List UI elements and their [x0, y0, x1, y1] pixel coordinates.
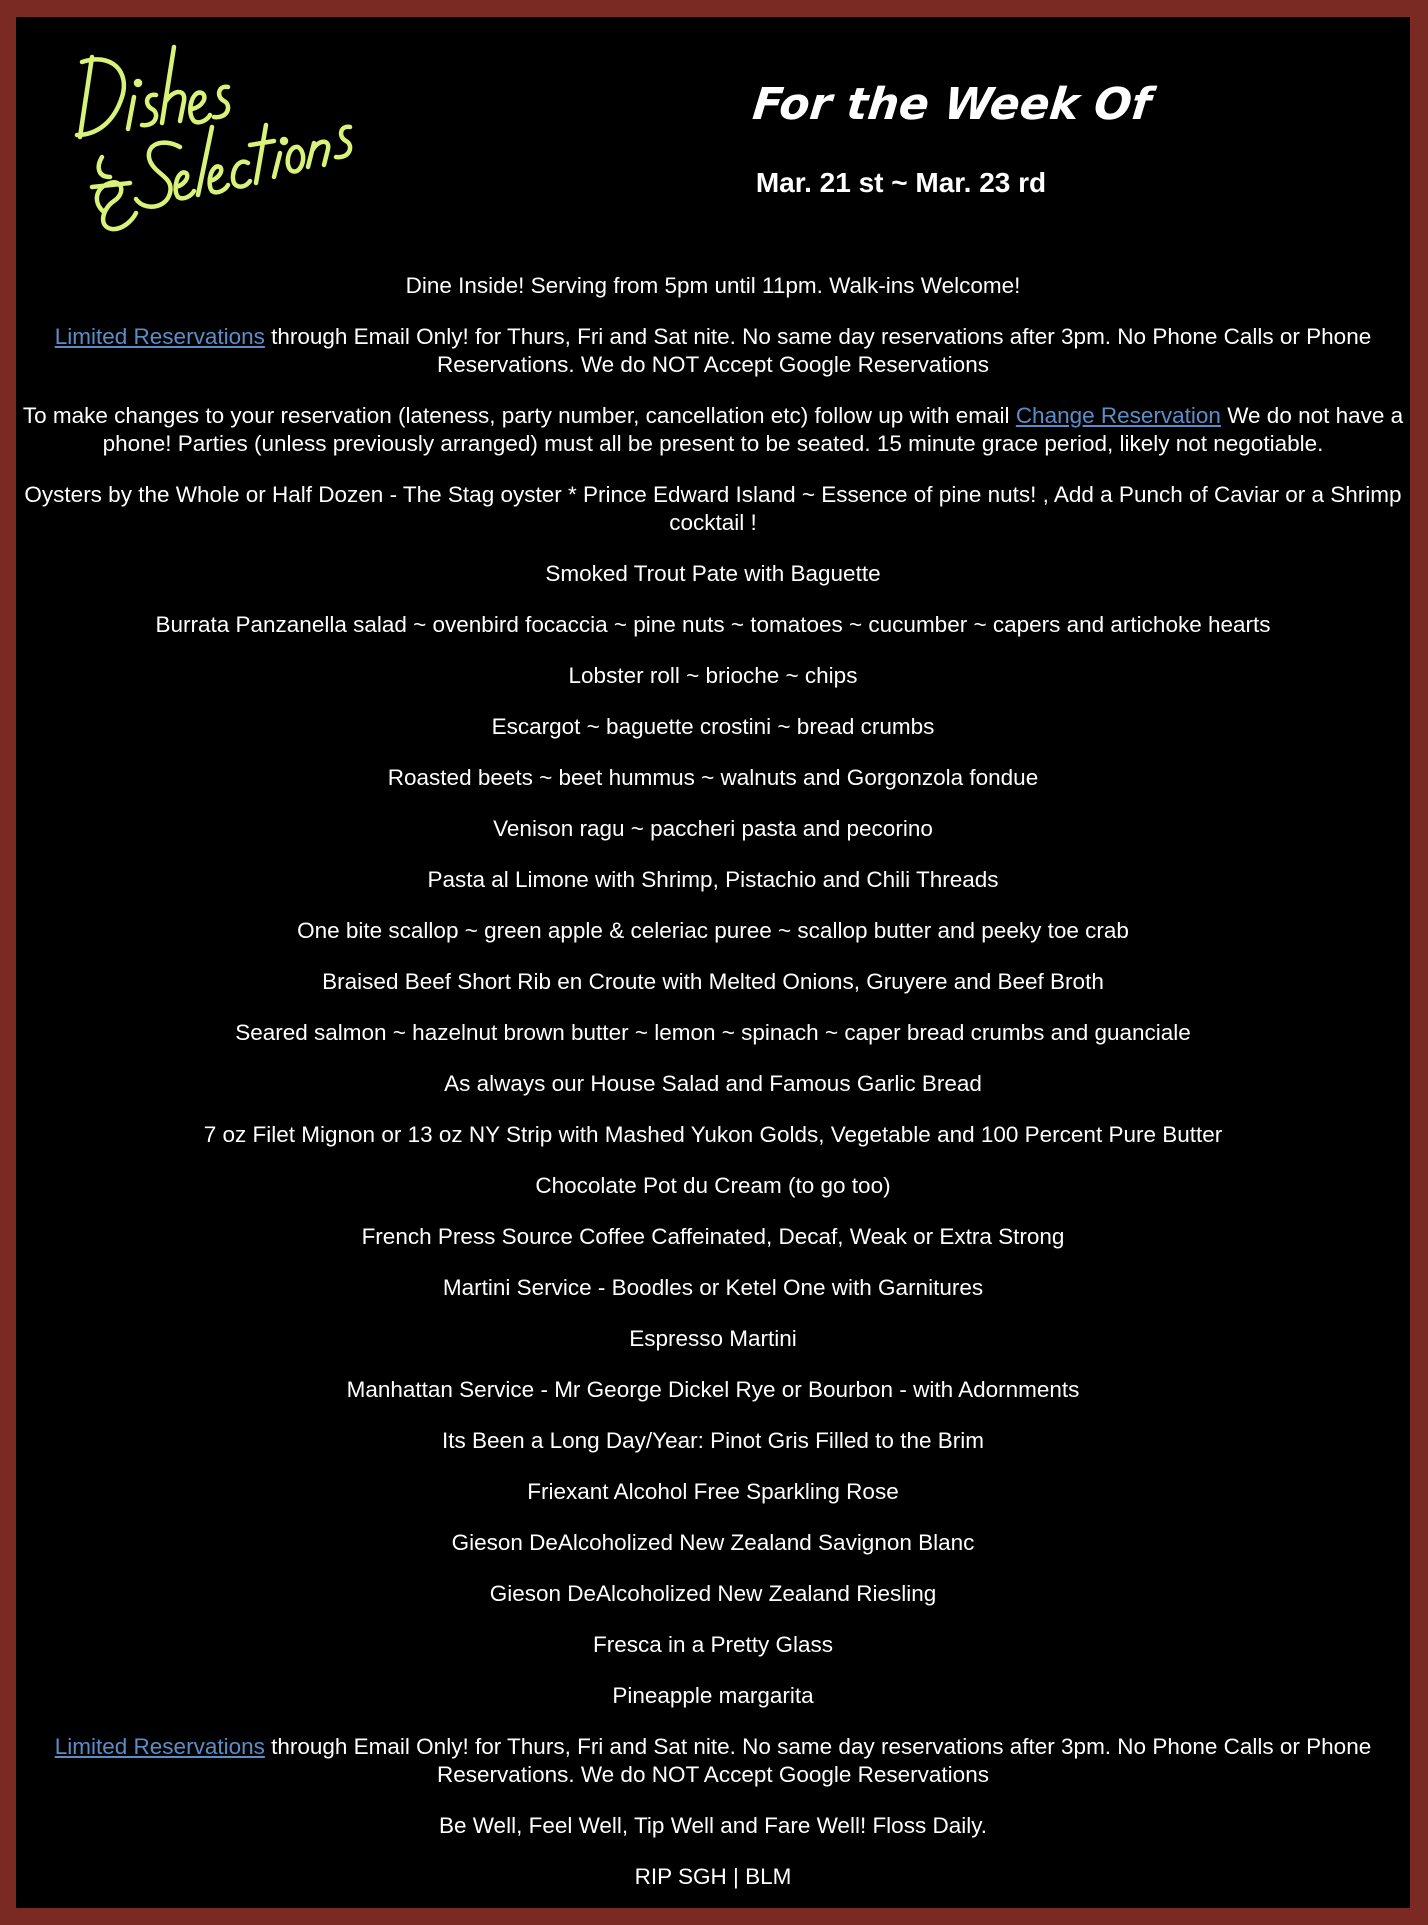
menu-item: Espresso Martini	[629, 1326, 797, 1351]
menu-item: Fresca in a Pretty Glass	[592, 1632, 834, 1657]
reservations-notice	[16, 323, 1410, 379]
menu-item: Pineapple margarita	[612, 1683, 814, 1708]
menu-item: Roasted beets ~ beet hummus ~ walnuts and Gorgonzola fondue	[387, 765, 1039, 790]
footer-limited-reservations-link[interactable]: Limited Reservations	[54, 1734, 265, 1759]
menu-item: Chocolate Pot du Cream (to go too)	[535, 1173, 891, 1198]
menu-item: Manhattan Service - Mr George Dickel Rye or Bourbon - with Adornments	[346, 1377, 1080, 1402]
change-reservation-notice	[16, 402, 1410, 458]
menu-item: Oysters by the Whole or Half Dozen - The Stag oyster * Prince Edward Island ~ Essence of pine nuts! , Add a Punch of Caviar or a Shrimp cocktail !	[24, 482, 1402, 535]
rip-text: RIP SGH | BLM	[634, 1864, 792, 1889]
change-reservation-link[interactable]: Change Reservation	[1015, 403, 1221, 428]
page-frame	[16, 17, 1410, 1908]
menu-item: Gieson DeAlcoholized New Zealand Savignon Blanc	[451, 1530, 975, 1555]
week-title-heading	[750, 57, 1154, 157]
limited-reservations-link[interactable]: Limited Reservations	[54, 324, 265, 349]
menu-item: Lobster roll ~ brioche ~ chips	[568, 663, 858, 688]
menu-item: As always our House Salad and Famous Garlic Bread	[444, 1071, 982, 1096]
menu-item: Friexant Alcohol Free Sparkling Rose	[527, 1479, 899, 1504]
menu-content	[16, 272, 1410, 1914]
menu-item: 7 oz Filet Mignon or 13 oz NY Strip with Mashed Yukon Golds, Vegetable and 100 Percent Pure Butter	[203, 1122, 1223, 1147]
menu-item: Venison ragu ~ paccheri pasta and pecorino	[493, 816, 933, 841]
dishes-selections-logo	[52, 17, 382, 257]
reservations-notice-text: through Email Only! for Thurs, Fri and Sat nite. No same day reservations after 3pm. No Phone Calls or Phone Reservations. We do NOT Accept Google Reservations	[264, 324, 1372, 377]
menu-item: Braised Beef Short Rib en Croute with Melted Onions, Gruyere and Beef Broth	[322, 969, 1104, 994]
menu-item: Escargot ~ baguette crostini ~ bread crumbs	[491, 714, 935, 739]
farewell-text: Be Well, Feel Well, Tip Well and Fare Well! Floss Daily.	[438, 1813, 988, 1838]
menu-item: Burrata Panzanella salad ~ ovenbird focaccia ~ pine nuts ~ tomatoes ~ cucumber ~ capers and artichoke hearts	[155, 612, 1271, 637]
menu-item: One bite scallop ~ green apple & celeriac puree ~ scallop butter and peeky toe crab	[297, 918, 1129, 943]
change-notice-text-before: To make changes to your reservation (lateness, party number, cancellation etc) follow up with email	[22, 403, 1016, 428]
menu-item: Seared salmon ~ hazelnut brown butter ~ lemon ~ spinach ~ caper bread crumbs and guanciale	[235, 1020, 1191, 1045]
menu-item: French Press Source Coffee Caffeinated, Decaf, Weak or Extra Strong	[361, 1224, 1065, 1249]
week-title-text: For the Week Of	[750, 79, 1154, 130]
menu-item: Its Been a Long Day/Year: Pinot Gris Filled to the Brim	[442, 1428, 984, 1453]
menu-item: Martini Service - Boodles or Ketel One with Garnitures	[442, 1275, 984, 1300]
footer-reservations-notice	[16, 1733, 1410, 1789]
week-dates: Mar. 21 st ~ Mar. 23 rd	[755, 167, 1047, 198]
menu-item: Gieson DeAlcoholized New Zealand Riesling	[489, 1581, 937, 1606]
menu-item: Pasta al Limone with Shrimp, Pistachio and Chili Threads	[427, 867, 999, 892]
menu-item: Smoked Trout Pate with Baguette	[545, 561, 881, 586]
footer-reservations-text: through Email Only! for Thurs, Fri and Sat nite. No same day reservations after 3pm. No Phone Calls or Phone Reservations. We do NOT Accept Google Reservations	[264, 1734, 1372, 1787]
dine-inside-notice: Dine Inside! Serving from 5pm until 11pm. Walk-ins Welcome!	[405, 273, 1021, 298]
change-notice-text-after: We do not have a phone! Parties (unless previously arranged) must all be present to be seated. 15 minute grace period, likely not negotiable.	[102, 403, 1404, 456]
